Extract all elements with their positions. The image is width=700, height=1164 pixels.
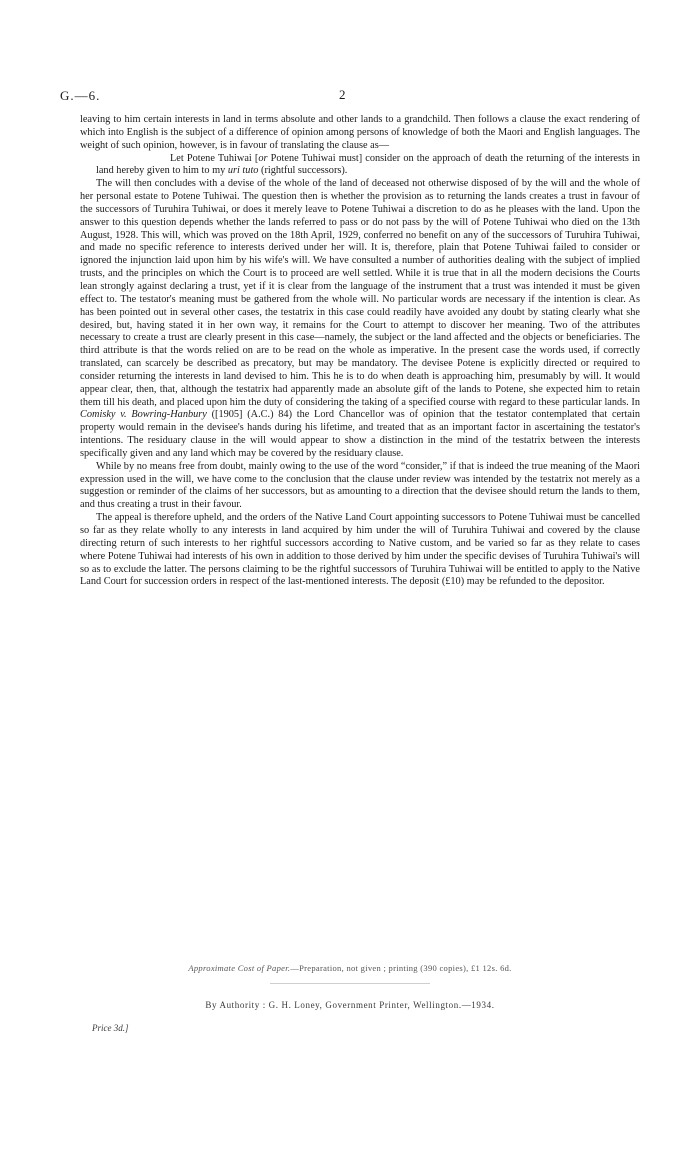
paragraph-analysis-tail: ([1905] (A.C.) 84) the Lord Chancellor was of opinion that the testator contemplated that certain property would remain in the devisee's hands during his lifetime, and treated that as an important factor in ascertaining the testator's intentions. The residuary clause in the will would appear to show a distinction in the mind of the testatrix between the interests specifically given and any land which may be covered by the residuary clause. — [80, 409, 640, 459]
page-number: 2 — [339, 87, 346, 102]
paragraph-conclusion: While by no means free from doubt, mainly owing to the use of the word “consider,” if that is indeed the true meaning of the Maori expression used in the will, we have come to the conclusion that the clause under review was intended by the testatrix not merely as a suggestion or reminder of the claims of her successors, but as amounting to a direction that the devisee should return the lands to them, and thus creating a trust in their favour. — [80, 460, 640, 511]
price-note: Price 3d.] — [92, 1023, 129, 1033]
quoted-clause — [80, 153, 640, 179]
footer-divider — [270, 983, 430, 984]
cost-label: Approximate Cost of Paper. — [188, 963, 291, 973]
quote-italic-uri-tuto: uri tuto — [227, 165, 259, 177]
document-id: G.—6. — [60, 88, 101, 103]
quote-part-c: (rightful successors). — [258, 165, 348, 177]
paragraph-intro: leaving to him certain interests in land in terms absolute and other lands to a grandchild. Then follows a clause the exact rendering of which into English is the subject of a difference of opinion among persons of knowledge of both the Maori and English languages. The weight of such opinion, however, is in favour of translating the clause as— — [80, 114, 640, 151]
body-text — [80, 114, 640, 589]
quote-italic-or: or — [258, 152, 268, 164]
cost-text: —Preparation, not given ; printing (390 copies), £1 12s. 6d. — [290, 963, 512, 973]
paragraph-orders: The appeal is therefore upheld, and the orders of the Native Land Court appointing successors to Potene Tuhiwai must be cancelled so far as they relate wholly to any interests in land acquired by him under the will of Turuhira Tuhiwai and covered by the clause directing return of such interests to her rightful successors according to Native custom, and be varied so far as they relate to cases where Potene Tuhiwai had interests of his own in addition to those derived by him under the specific devises of Turuhira Tuhiwai's will so as to exclude the latter. The persons claiming to be the rightful successors of Turuhira Tuhiwai will be entitled to apply to the Native Land Court for succession orders in respect of the last-mentioned interests. The deposit (£10) may be refunded to the depositor. — [80, 512, 640, 588]
cost-note — [0, 963, 700, 973]
page-header — [60, 88, 640, 108]
paragraph-analysis — [80, 178, 640, 461]
quote-part-a: Let Potene Tuhiwai [ — [170, 152, 259, 164]
printer-imprint: By Authority : G. H. Loney, Government Printer, Wellington.—1934. — [205, 1000, 495, 1010]
case-citation: Comisky v. Bowring-Hanbury — [80, 409, 207, 421]
quote-part-b: Potene Tuhiwai must] consider on the approach of death the returning of the interests in land hereby given to him to my — [96, 152, 640, 177]
paragraph-analysis-text: The will then concludes with a devise of the whole of the land of deceased not otherwise disposed of by the will and the whole of her personal estate to Potene Tuhiwai. The question then is whether the provision as to returning the lands creates a trust in favour of the successors of Turuhira Tuhiwai, or does it merely leave to Potene Tuhiwai a discretion to do as he pleases with the land. Upon the answer to this question depends whether the lands referred to pass or do not pass by the will of Potene Tuhiwai who died on the 13th August, 1928. This will, which was proved on the 18th April, 1929, conferred no benefit on any of the successors of Turuhira Tuhiwai, and made no specific reference to interests derived under her will. It is, therefore, plain that Potene Tuhiwai failed to consider or ignored the injunction laid upon him by his wife's will. We have consulted a number of authorities dealing with the subject of implied trusts, and the principles on which the Court is to proceed are well settled. While it is true that in all the modern decisions the Courts lean strongly against declaring a trust, yet if it is clear from the language of the instrument that a trust was intended it must be given effect to. The testator's meaning must be gathered from the whole will. No particular words are necessary if the intention is clear. As has been pointed out in several other cases, the testatrix in this case could readily have avoided any doubt by stating clearly what she desired, but, having stated it in her own way, it remains for the Court to attempt to discover her meaning. Two of the attributes necessary to create a trust are clearly present in this case—namely, the subject or the land affected and the objects or beneficiaries. The third attribute is that the words relied on are to be read on the whole as imperative. In the present case the words used, if correctly translated, can scarcely be described as precatory, but may be mandatory. The devisee Potene is explicitly directed or required to consider returning the interests in land devised to him. This he is to do when death is approaching him, presumably by will. It would appear clear, then, that, although the testatrix had apparently made an absolute gift of the lands to Potene, she expected him to retain them till his death, and placed upon him the duty of considering the taking of a specified course with regard to these particular lands. In — [80, 178, 640, 408]
